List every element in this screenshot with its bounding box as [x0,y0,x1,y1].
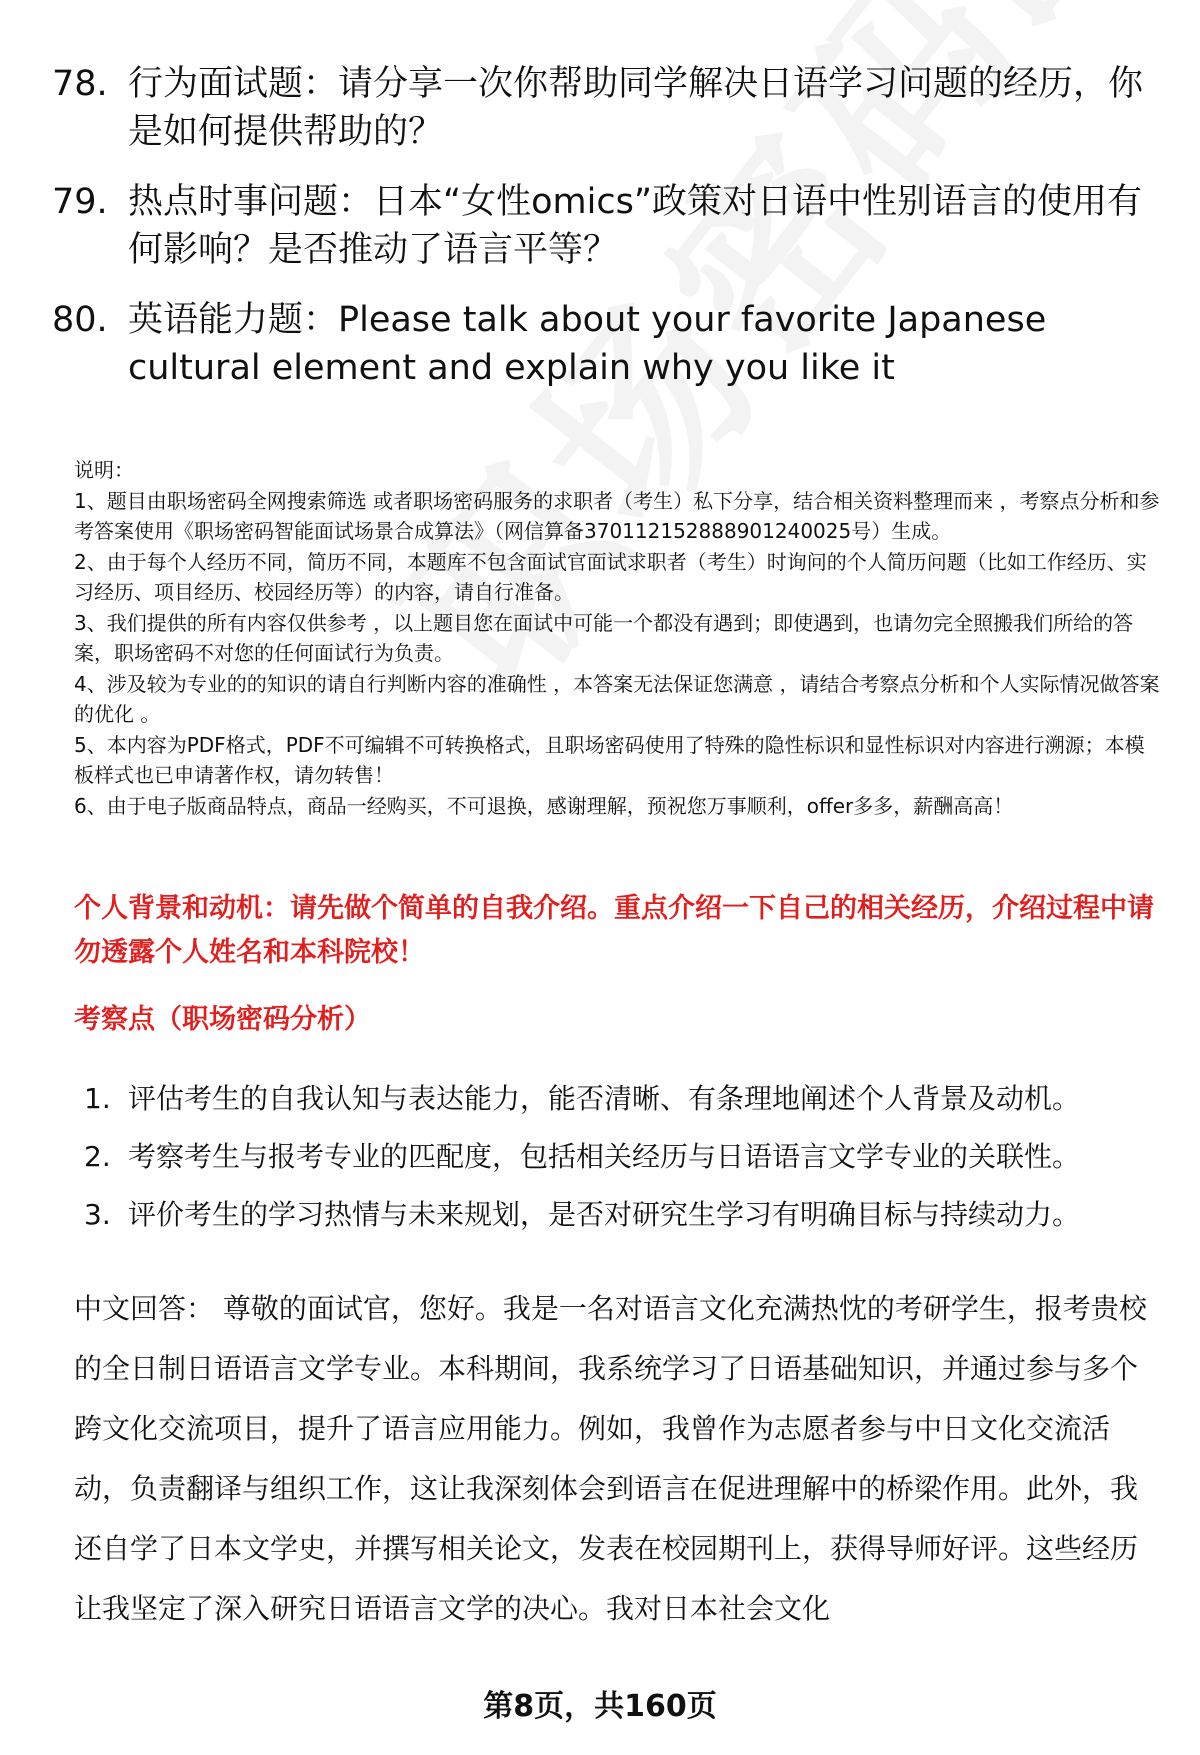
notes-block [74,455,1164,821]
question-item [52,60,1162,156]
assessment-points [84,1077,1164,1251]
note-item: 6、由于电子版商品特点，商品一经购买，不可退换，感谢理解，预祝您万事顺利，offer多多，薪酬高高！ [74,793,1014,818]
note-item: 1、题目由职场密码全网搜索筛选 或者职场密码服务的求职者（考生）私下分享，结合相关资料整理而来 ，考察点分析和参考答案使用《职场密码智能面试场景合成算法》（网信算备370112152888901240025号）生成。 [74,488,1160,543]
question-text: 热点时事问题：日本“女性omics”政策对日语中性别语言的使用有何影响？是否推动了语言平等？ [128,182,1142,270]
question-item [52,178,1162,274]
question-item [52,296,1162,392]
point-text: 考察考生与报考专业的匹配度，包括相关经历与日语语言文学专业的关联性。 [128,1140,1081,1173]
assessment-point [84,1193,1164,1237]
question-number: 80. [52,300,108,340]
point-text: 评价考生的学习热情与未来规划，是否对研究生学习有明确目标与持续动力。 [128,1198,1081,1231]
point-number: 1. [84,1082,111,1115]
question-list [52,60,1162,414]
note-item: 2、由于每个人经历不同，简历不同，本题库不包含面试官面试求职者（考生）时询问的个人简历问题（比如工作经历、实习经历、项目经历、校园经历等）的内容，请自行准备。 [74,549,1147,604]
note-item: 5、本内容为PDF格式，PDF不可编辑不可转换格式，且职场密码使用了特殊的隐性标识和显性标识对内容进行溯源；本模板样式也已申请著作权，请勿转售！ [74,732,1145,787]
question-text: 英语能力题：Please talk about your favorite Japanese cultural element and explain why you like it [128,300,1047,388]
point-text: 评估考生的自我认知与表达能力，能否清晰、有条理地阐述个人背景及动机。 [128,1082,1081,1115]
notes-heading: 说明： [74,458,134,482]
question-text: 行为面试题：请分享一次你帮助同学解决日语学习问题的经历，你是如何提供帮助的？ [128,64,1144,152]
note-item: 4、涉及较为专业的的知识的请自行判断内容的准确性 ，本答案无法保证您满意 ，请结合考察点分析和个人实际情况做答案的优化 。 [74,671,1160,726]
point-number: 3. [84,1198,111,1231]
question-number: 79. [52,182,108,222]
answer-paragraph: 中文回答： 尊敬的面试官，您好。我是一名对语言文化充满热忱的考研学生，报考贵校的全日制日语语言文学专业。本科期间，我系统学习了日语基础知识，并通过参与多个跨文化交流项目，提升了语言应用能力。例如，我曾作为志愿者参与中日文化交流活动，负责翻译与组织工作，这让我深刻体会到语言在促进理解中的桥梁作用。此外，我还自学了日本文学史，并撰写相关论文，发表在校园期刊上，获得导师好评。这些经历让我坚定了深入研究日语语言文学的决心。我对日本社会文化 [74,1292,1147,1625]
page-footer: 第8页，共160页 [483,1689,717,1724]
section-subtitle: 考察点（职场密码分析） [74,1004,371,1035]
question-number: 78. [52,64,108,104]
point-number: 2. [84,1140,111,1173]
assessment-point [84,1135,1164,1179]
assessment-point [84,1077,1164,1121]
note-item: 3、我们提供的所有内容仅供参考 ，以上题目您在面试中可能一个都没有遇到；即使遇到，也请勿完全照搬我们所给的答案，职场密码不对您的任何面试行为负责。 [74,610,1134,665]
section-title: 个人背景和动机：请先做个简单的自我介绍。重点介绍一下自己的相关经历，介绍过程中请勿透露个人姓名和本科院校！ [74,893,1154,968]
